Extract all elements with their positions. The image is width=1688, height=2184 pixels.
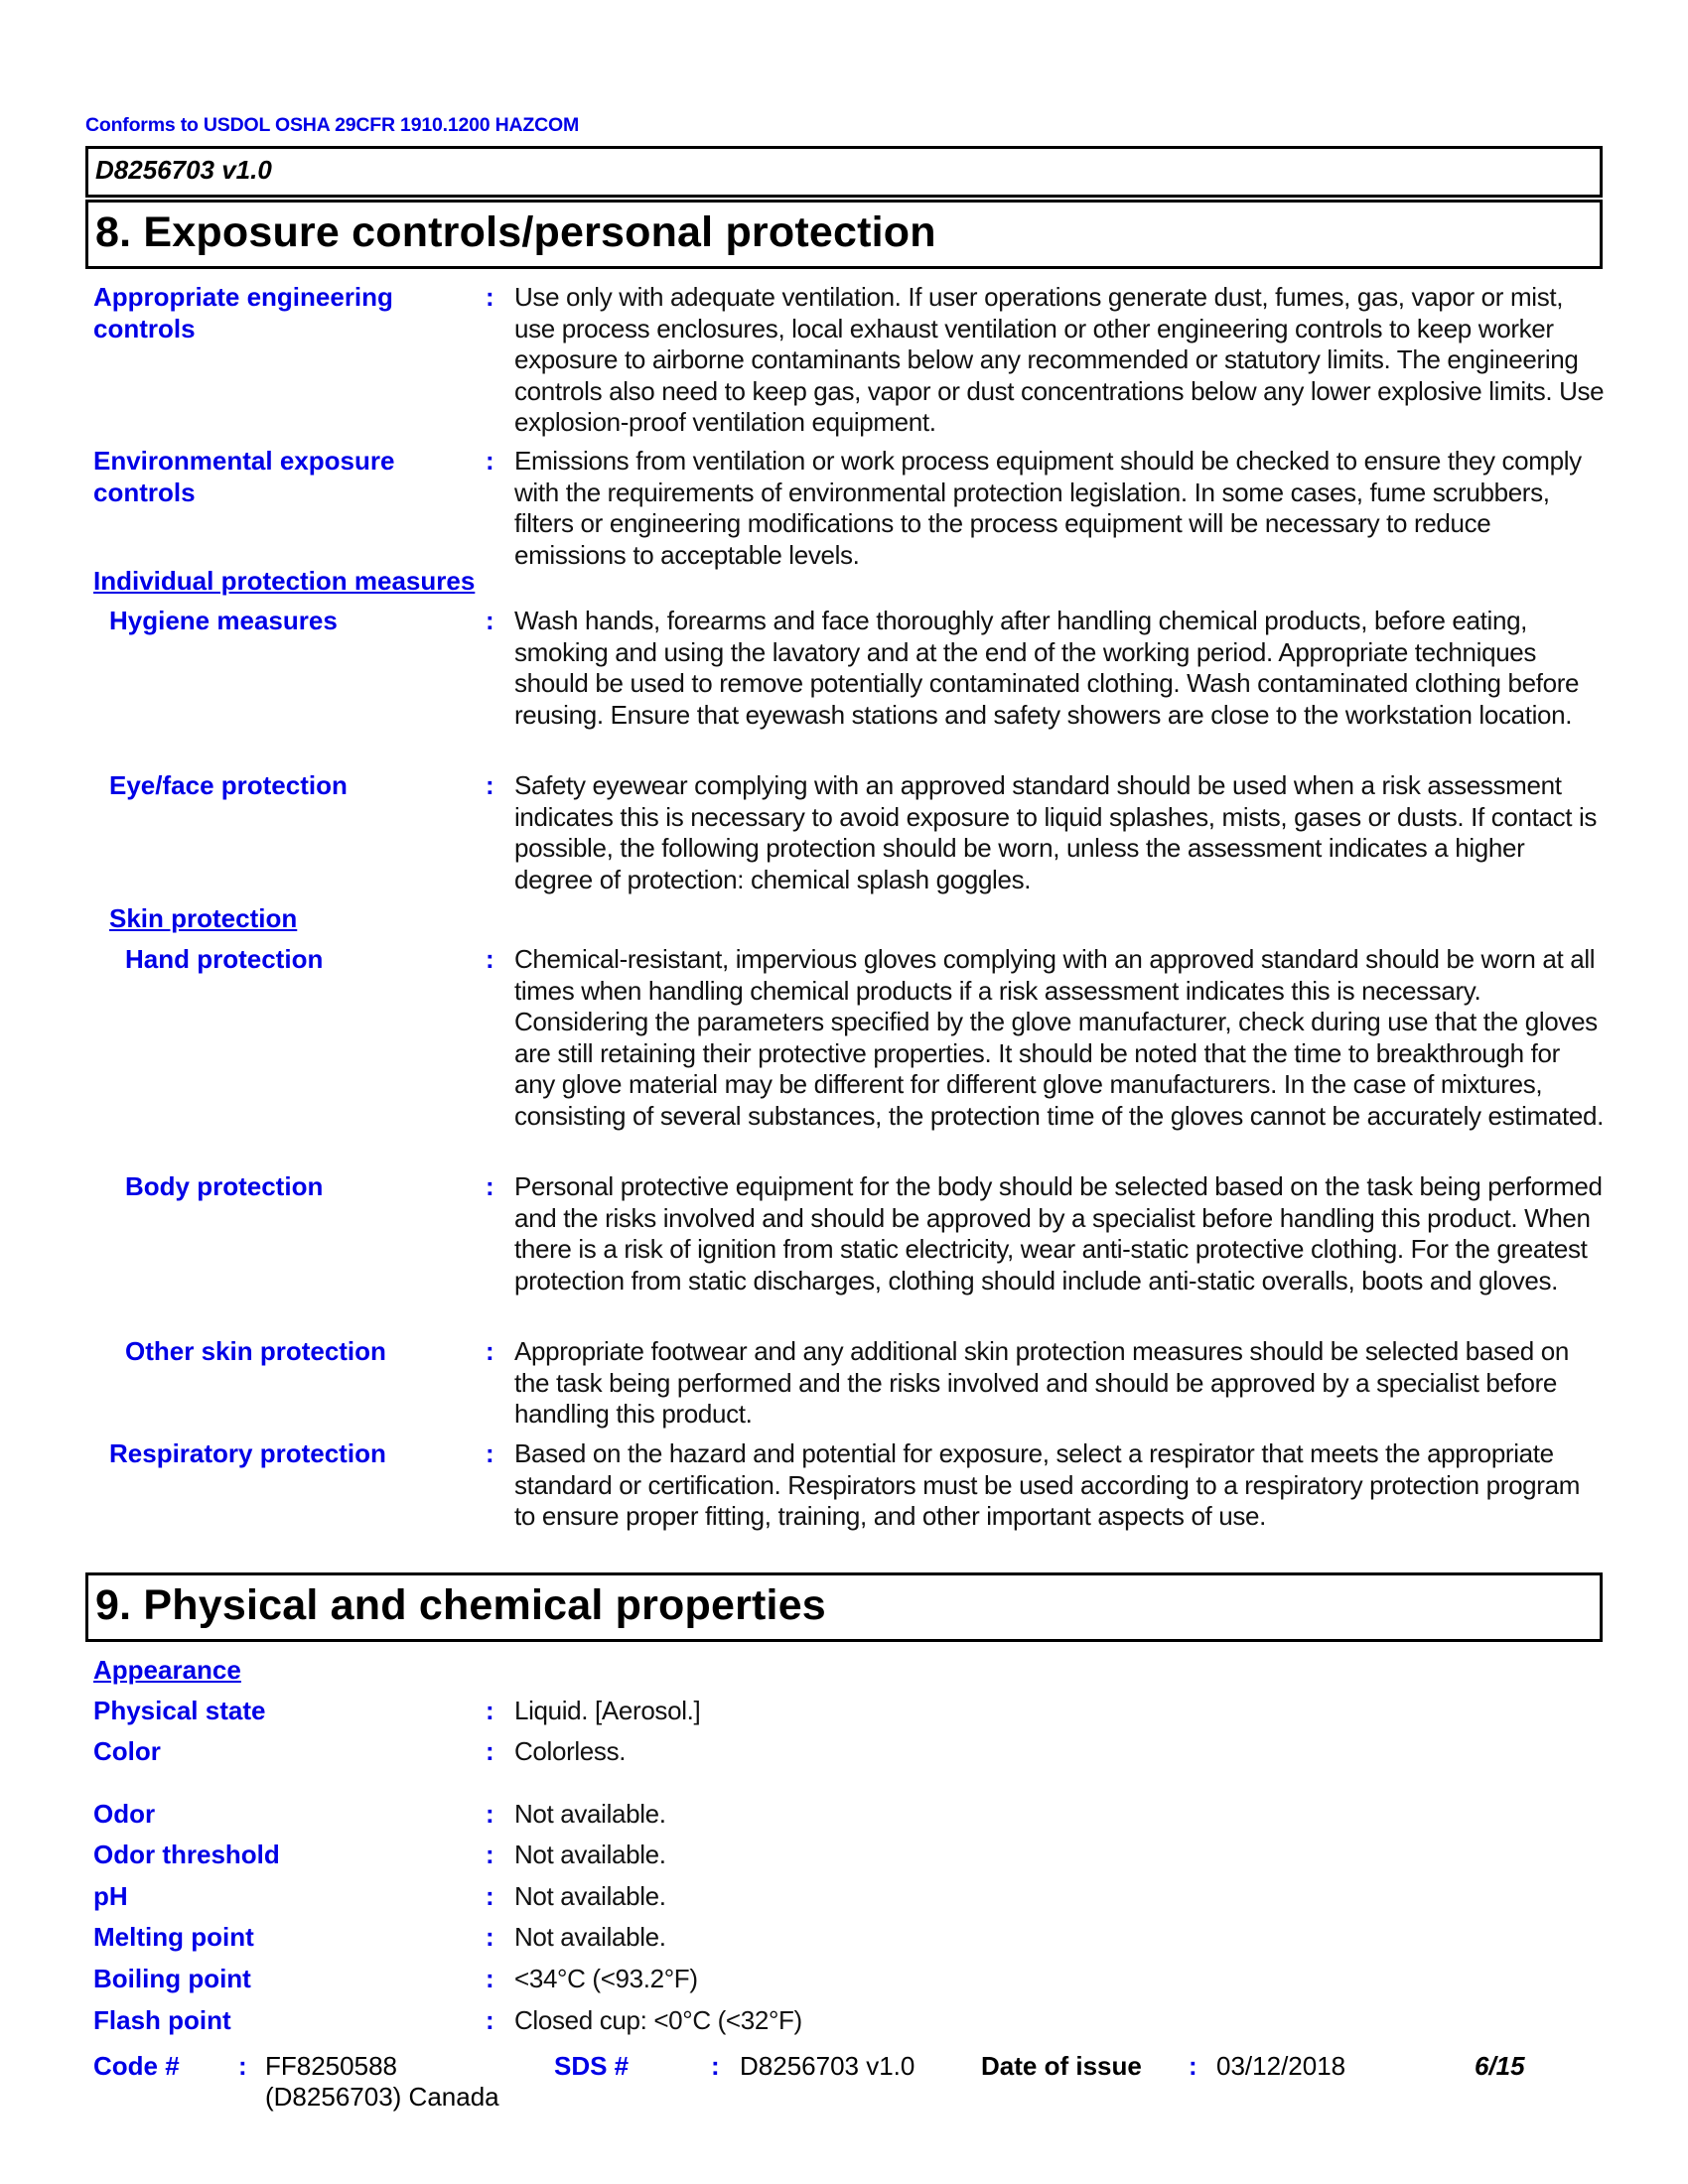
colon: : (486, 282, 494, 312)
colon: : (486, 1840, 494, 1869)
label-other-skin-protection: Other skin protection (125, 1336, 386, 1366)
colon: : (1189, 2051, 1197, 2081)
footer-sds-value: D8256703 v1.0 (740, 2051, 915, 2081)
colon: : (486, 1336, 494, 1366)
value-other-skin-protection: Appropriate footwear and any additional skin protection measures should be selected based on the task being performed and the risks involved and should be approved by a specialist before handling this product. (514, 1336, 1569, 1430)
property-value: Liquid. [Aerosol.] (514, 1696, 701, 1725)
value-hygiene-measures: Wash hands, forearms and face thoroughly after handling chemical products, before eating, smoking and using the lavatory and at the end of the working period. Appropriate techniques should be used to remove potentially contaminated clothing. Wash contaminated clothing before reusing. Ensure that eyewash stations and safety showers are close to the workstation location. (514, 606, 1580, 730)
property-label: Melting point (93, 1922, 254, 1952)
footer-date-value: 03/12/2018 (1216, 2051, 1346, 2081)
colon: : (486, 1736, 494, 1766)
footer-page-number: 6/15 (1475, 2051, 1525, 2081)
section-8-title: 8. Exposure controls/personal protection (95, 208, 936, 256)
footer-code-value-line2: (D8256703) Canada (265, 2082, 499, 2112)
document-id-box (85, 146, 1603, 198)
colon: : (486, 1922, 494, 1952)
colon: : (486, 1799, 494, 1829)
property-value: Not available. (514, 1799, 666, 1829)
footer-code-value: FF8250588 (265, 2051, 397, 2081)
label-hand-protection: Hand protection (125, 944, 324, 974)
colon: : (486, 2005, 494, 2035)
value-eye-face-protection: Safety eyewear complying with an approved standard should be used when a risk assessment indicates this is necessary to avoid exposure to liquid splashes, mists, gases or dusts. If contact is possible, the following protection should be worn, unless the assessment indicates a higher degree of protection: chemical splash goggles. (514, 770, 1598, 894)
colon: : (711, 2051, 720, 2081)
page-footer (0, 2051, 1688, 2120)
property-label: Odor (93, 1799, 156, 1829)
label-body-protection: Body protection (125, 1171, 324, 1201)
colon: : (486, 1438, 494, 1468)
colon: : (486, 770, 494, 800)
section-8-header (85, 200, 1603, 269)
label-engineering-controls: Appropriate engineering controls (93, 282, 393, 343)
value-engineering-controls: Use only with adequate ventilation. If user operations generate dust, fumes, gas, vapor or mist, use process enclosures, local exhaust ventilation or other engineering controls to keep worker exposure to airborne contaminants below any recommended or statutory limits. The engineering controls also need to keep gas, vapor or dust concentrations below any lower explosive limits. Use explosion-proof ventilation equipment. (514, 282, 1605, 438)
label-respiratory-protection: Respiratory protection (109, 1438, 386, 1468)
value-environmental-controls: Emissions from ventilation or work process equipment should be checked to ensure they comply with the requirements of environmental protection legislation. In some cases, fume scrubbers, filters or engineering modifications to the process equipment will be necessary to reduce emissions to acceptable levels. (514, 446, 1582, 570)
colon: : (486, 1964, 494, 1993)
footer-code-label: Code # (93, 2051, 180, 2081)
value-hand-protection: Chemical-resistant, impervious gloves complying with an approved standard should be worn at all times when handling chemical products if a risk assessment indicates this is necessary. Considering the parameters specified by the glove manufacturer, check during use that the gloves are still retaining their protective properties. It should be noted that the time to breakthrough for any glove material may be different for different glove manufacturers. In the case of mixtures, consisting of several substances, the protection time of the gloves cannot be accurately estimated. (514, 944, 1604, 1131)
property-label: Boiling point (93, 1964, 251, 1993)
property-label: Color (93, 1736, 161, 1766)
property-label: Odor threshold (93, 1840, 280, 1869)
colon: : (486, 446, 494, 476)
property-value: Not available. (514, 1840, 666, 1869)
property-value: Not available. (514, 1881, 666, 1911)
section-9-header (85, 1572, 1603, 1642)
colon: : (486, 1881, 494, 1911)
conformance-statement: Conforms to USDOL OSHA 29CFR 1910.1200 HAZCOM (85, 114, 580, 136)
property-label: pH (93, 1881, 128, 1911)
colon: : (486, 944, 494, 974)
property-value: <34°C (<93.2°F) (514, 1964, 698, 1993)
colon: : (486, 1696, 494, 1725)
value-respiratory-protection: Based on the hazard and potential for exposure, select a respirator that meets the appropriate standard or certification. Respirators must be used according to a respiratory protection program to ensure proper fitting, training, and other important aspects of use. (514, 1438, 1581, 1532)
label-environmental-controls: Environmental exposure controls (93, 446, 395, 507)
property-value: Colorless. (514, 1736, 627, 1766)
document-id: D8256703 v1.0 (95, 155, 272, 185)
property-label: Physical state (93, 1696, 266, 1725)
footer-sds-label: SDS # (554, 2051, 630, 2081)
property-value: Closed cup: <0°C (<32°F) (514, 2005, 802, 2035)
heading-individual-protection: Individual protection measures (93, 566, 476, 596)
section-9-title: 9. Physical and chemical properties (95, 1581, 826, 1629)
colon: : (486, 1171, 494, 1201)
value-body-protection: Personal protective equipment for the body should be selected based on the task being performed and the risks involved and should be approved by a specialist before handling this product. When there is a risk of ignition from static electricity, wear anti-static protective clothing. For the greatest protection from static discharges, clothing should include anti-static overalls, boots and gloves. (514, 1171, 1603, 1296)
footer-date-label: Date of issue (981, 2051, 1142, 2081)
colon: : (238, 2051, 247, 2081)
heading-skin-protection: Skin protection (109, 903, 298, 933)
label-hygiene-measures: Hygiene measures (109, 606, 338, 635)
label-eye-face-protection: Eye/face protection (109, 770, 348, 800)
colon: : (486, 606, 494, 635)
heading-appearance: Appearance (93, 1655, 241, 1685)
property-value: Not available. (514, 1922, 666, 1952)
property-label: Flash point (93, 2005, 231, 2035)
